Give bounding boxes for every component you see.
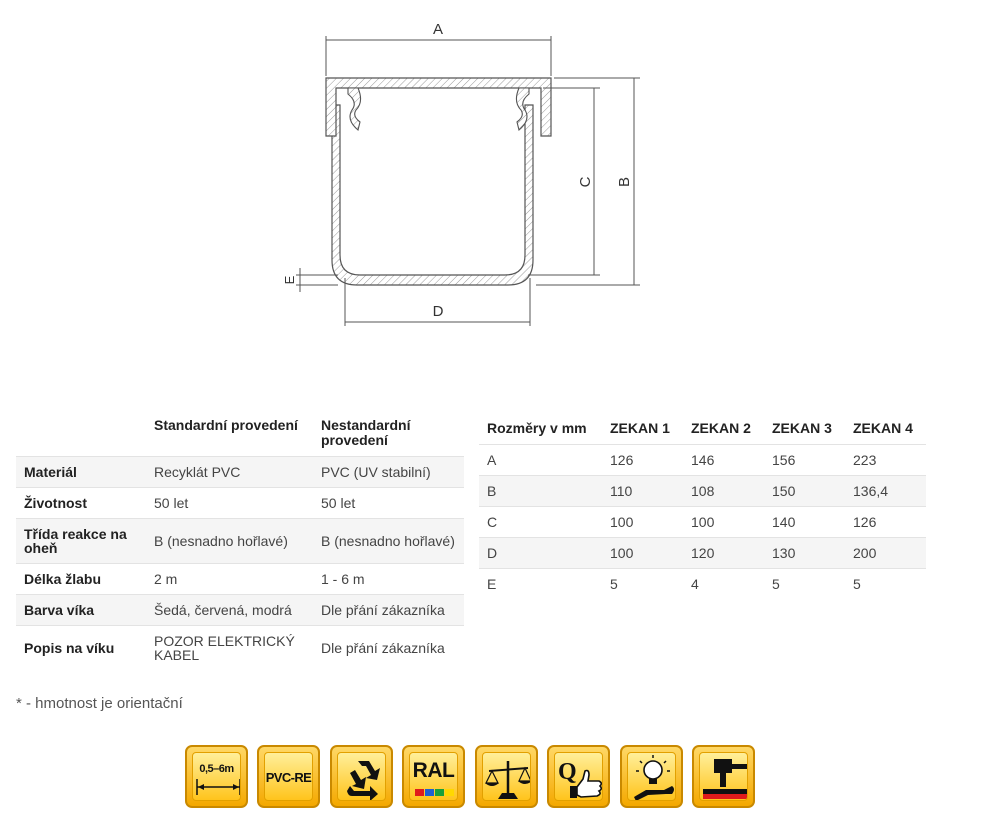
dimension-value: 156 (772, 452, 796, 468)
label-e: E (282, 275, 297, 285)
length-badge (185, 745, 248, 808)
length-arrow-icon (193, 753, 241, 801)
channel-body (332, 105, 533, 285)
row-nonstandard-value: 50 let (321, 495, 356, 511)
row-standard-value: B (nesnadno hořlavé) (154, 533, 288, 549)
row-nonstandard-value: Dle přání zákazníka (321, 639, 445, 656)
row-label: Délka žlabu (24, 571, 102, 587)
properties-table (16, 412, 464, 670)
dimension-value: 5 (853, 576, 861, 593)
dimension-name: B (487, 483, 497, 499)
dimension-name: C (487, 514, 498, 530)
dimensions-header-label: Rozměry v mm (487, 420, 587, 436)
dimension-value: 100 (691, 514, 715, 530)
lightbulb-wrench-icon (628, 753, 676, 801)
table-row (16, 564, 464, 595)
dimension-a (326, 36, 551, 76)
properties-header-nonstandard: Nestandardní provedení (321, 417, 411, 448)
dimension-value: 4 (691, 576, 699, 593)
table-row (479, 445, 926, 476)
table-row (16, 519, 464, 564)
feature-badges (185, 745, 760, 809)
dimension-value: 120 (691, 545, 715, 561)
label-c: C (577, 176, 594, 188)
ral-badge (402, 745, 465, 808)
dimension-name: D (487, 545, 498, 561)
row-label: Životnost (24, 495, 87, 511)
dimension-value: 200 (853, 545, 877, 561)
dimension-value: 100 (610, 545, 634, 561)
lid-clip-left (348, 88, 361, 130)
dimension-value: 146 (691, 452, 715, 468)
recycle-badge (330, 745, 393, 808)
row-nonstandard-value: 1 - 6 m (321, 571, 365, 587)
pvc-re-badge-text: PVC-RE (265, 770, 312, 785)
row-standard-value: Šedá, červená, modrá (154, 602, 292, 618)
dimension-value: 126 (610, 452, 634, 468)
table-row (479, 476, 926, 507)
ral-color-swatches-icon (410, 753, 458, 801)
quality-badge (547, 745, 610, 808)
dimension-value: 126 (853, 514, 877, 530)
row-nonstandard-value: Dle přání zákazníka (321, 602, 445, 618)
installation-badge (620, 745, 683, 808)
weight-footnote: * - hmotnost je orientační (16, 695, 183, 712)
dimension-value: 100 (610, 514, 634, 530)
row-label: Barva víka (24, 602, 95, 618)
scale-icon (483, 753, 531, 801)
table-row (479, 538, 926, 569)
dimension-value: 136,4 (853, 483, 889, 499)
dimensions-table (479, 412, 926, 600)
table-row (16, 457, 464, 488)
table-row (16, 626, 464, 670)
row-label: Popis na víku (24, 639, 115, 656)
dimension-value: 5 (772, 576, 780, 593)
dimension-value: 140 (772, 514, 796, 530)
table-row (16, 595, 464, 626)
table-row (16, 488, 464, 519)
table-row (479, 569, 926, 600)
svg-text:Q: Q (558, 759, 577, 785)
dimension-value: 108 (691, 483, 715, 499)
label-a: A (432, 21, 444, 38)
row-nonstandard-value: PVC (UV stabilní) (321, 464, 431, 480)
dimensions-header-zekan-3: ZEKAN 3 (772, 420, 832, 436)
impact-resistance-badge (692, 745, 755, 808)
properties-header-empty (16, 412, 146, 457)
dimension-value: 5 (610, 576, 618, 593)
dimension-name: A (487, 452, 497, 468)
dimension-name: E (487, 576, 497, 593)
row-standard-value: 50 let (154, 495, 189, 511)
row-label: Třída reakce na oheň (24, 526, 127, 556)
label-d: D (432, 303, 444, 320)
properties-header-standard: Standardní provedení (154, 417, 298, 433)
dimensions-header-zekan-1: ZEKAN 1 (610, 420, 670, 436)
dimension-value: 110 (610, 483, 633, 499)
table-row (479, 507, 926, 538)
load-scale-badge (475, 745, 538, 808)
properties-header-row (16, 412, 464, 457)
pvc-re-badge (257, 745, 320, 808)
quality-thumbs-up-icon (555, 753, 603, 801)
row-standard-value: 2 m (154, 571, 178, 587)
length-badge-text: 0,5–6m (199, 763, 234, 775)
dimension-e (296, 268, 338, 292)
dimensions-header-zekan-2: ZEKAN 2 (691, 420, 751, 436)
row-standard-value: POZOR ELEKTRICKÝ KABEL (154, 632, 295, 663)
hammer-icon (700, 753, 748, 801)
row-label: Materiál (24, 464, 77, 480)
dimensions-header-row (479, 412, 926, 445)
dimension-value: 223 (853, 452, 877, 468)
cross-section-diagram (270, 10, 710, 350)
channel-lid (326, 78, 551, 136)
ral-badge-text: RAL (412, 759, 455, 782)
recycle-icon (338, 753, 386, 801)
label-b: B (616, 176, 633, 188)
dimensions-header-zekan-4: ZEKAN 4 (853, 420, 913, 436)
dimension-value: 130 (772, 545, 796, 561)
row-standard-value: Recyklát PVC (154, 464, 241, 480)
dimension-value: 150 (772, 483, 796, 499)
row-nonstandard-value: B (nesnadno hořlavé) (321, 533, 455, 549)
